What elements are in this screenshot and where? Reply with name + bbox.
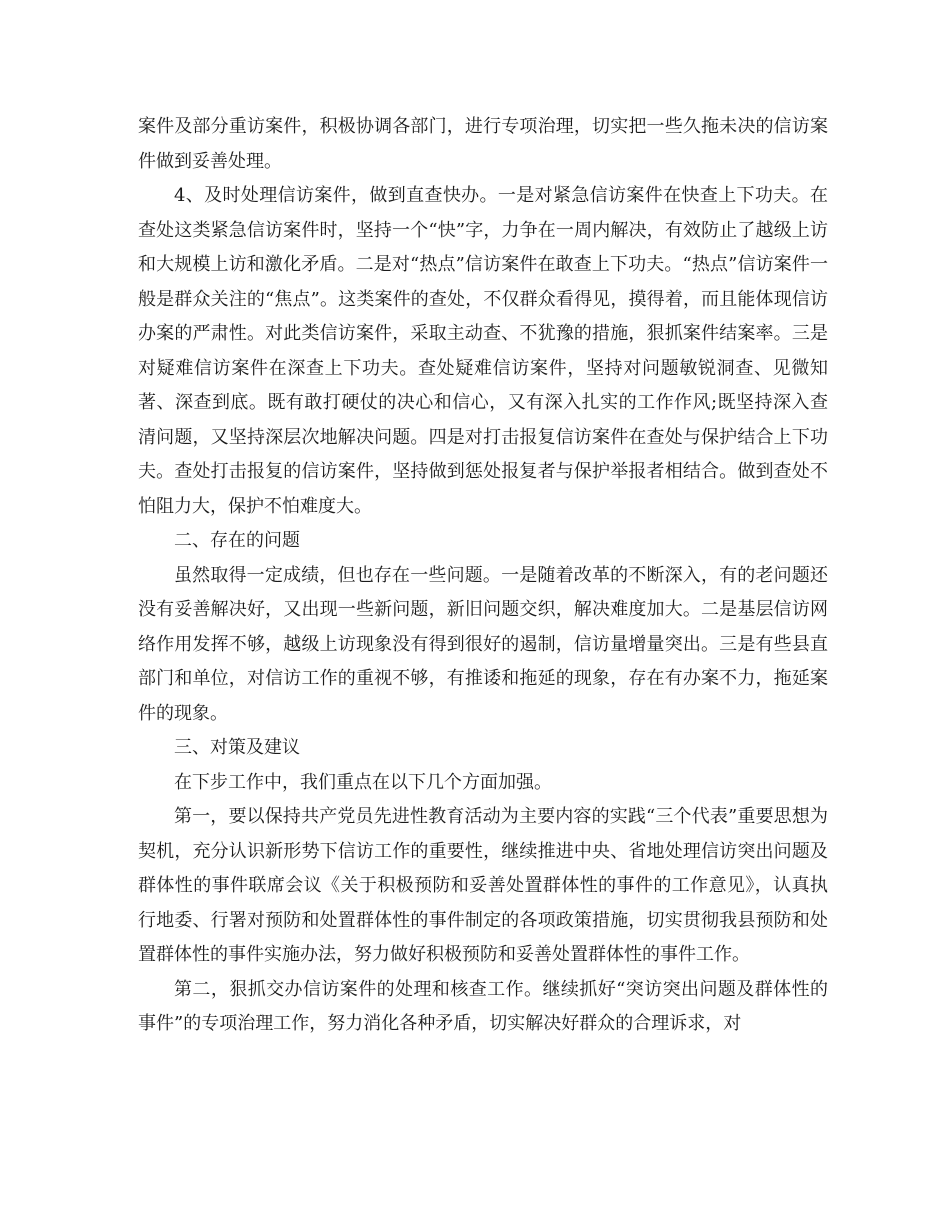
paragraph-continuation: 案件及部分重访案件，积极协调各部门，进行专项治理，切实把一些久拖未决的信访案件做到妥善处理。 — [138, 116, 828, 172]
paragraph-direct-handling: 4、及时处理信访案件，做到直查快办。一是对紧急信访案件在快查上下功夫。在查处这类紧急信访案件时，坚持一个“快”字，力争在一周内解决，有效防止了越级上访和大规模上访和激化矛盾。二是对“热点”信访案件在敢查上下功夫。“热点”信访案件一般是群众关注的“焦点”。这类案件的查处，不仅群众看得见，摸得着，而且能体现信访办案的严肃性。对此类信访案件，采取主动查、不犹豫的措施，狠抓案件结案率。三是对疑难信访案件在深查上下功夫。查处疑难信访案件，坚持对问题敏锐洞查、见微知著、深查到底。既有敢打硬仗的决心和信心，又有深入扎实的工作作风;既坚持深入查清问题，又坚持深层次地解决问题。四是对打击报复信访案件在查处与保护结合上下功夫。查处打击报复的信访案件，坚持做到惩处报复者与保护举报者相结合。做到查处不怕阻力大，保护不怕难度大。 — [138, 185, 828, 517]
paragraph-next-steps: 在下步工作中，我们重点在以下几个方面加强。 — [174, 771, 552, 793]
section-heading-problems: 二、存在的问题 — [174, 530, 300, 551]
section-heading-suggestions: 三、对策及建议 — [174, 737, 300, 758]
paragraph-second-measure: 第二，狠抓交办信访案件的处理和核查工作。继续抓好“突访突出问题及群体性的事件”的专项治理工作，努力消化各种矛盾，切实解决好群众的合理诉求，对 — [138, 978, 828, 1034]
paragraph-problems: 虽然取得一定成绩，但也存在一些问题。一是随着改革的不断深入，有的老问题还没有妥善解决好，又出现一些新问题，新旧问题交织，解决难度加大。二是基层信访网络作用发挥不够，越级上访现象没有得到很好的遏制，信访量增量突出。三是有些县直部门和单位，对信访工作的重视不够，有推诿和拖延的现象，存在有办案不力，拖延案件的现象。 — [138, 564, 828, 724]
paragraph-first-measure: 第一，要以保持共产党员先进性教育活动为主要内容的实践“三个代表”重要思想为契机，充分认识新形势下信访工作的重要性，继续推进中央、省地处理信访突出问题及群体性的事件联席会议《关于积极预防和妥善处置群体性的事件的工作意见》，认真执行地委、行署对预防和处置群体性的事件制定的各项政策措施，切实贯彻我县预防和处置群体性的事件实施办法，努力做好积极预防和妥善处置群体性的事件工作。 — [138, 806, 828, 965]
document-body — [138, 110, 828, 1042]
